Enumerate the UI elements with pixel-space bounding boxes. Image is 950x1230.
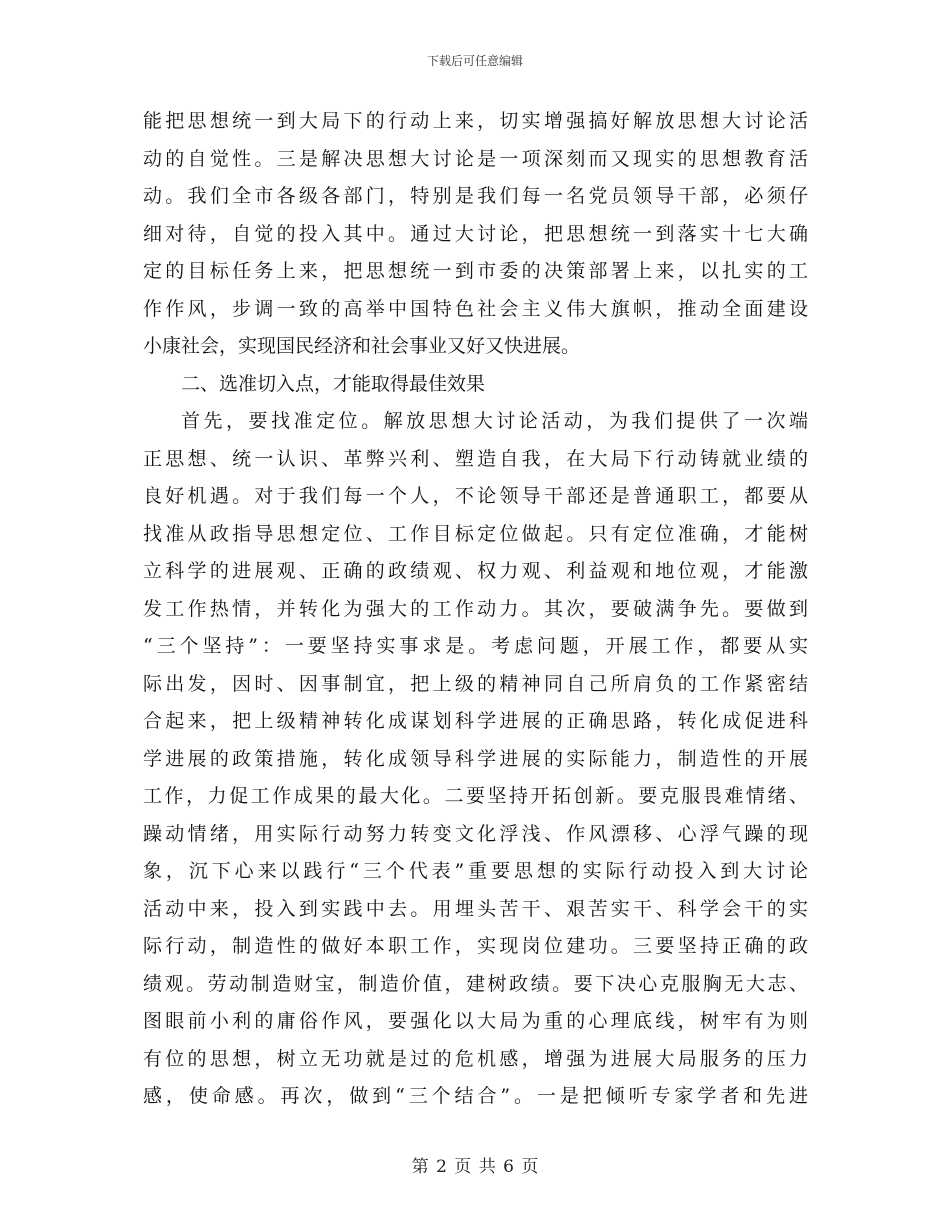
text-line: “三个坚持”：一要坚持实事求是。考虑问题，开展工作，都要从实: [143, 635, 808, 657]
text-line: 有位的思想，树立无功就是过的危机感，增强为进展大局服务的压力: [143, 1047, 808, 1070]
text-line: 际出发，因时、因事制宜，把上级的精神同自己所肩负的工作紧密结: [143, 672, 808, 695]
document-body: [143, 103, 808, 1116]
text-line: 绩观。劳动制造财宝，制造价值，建树政绩。要下决心克服胸无大志、: [143, 972, 808, 995]
text-line: 定的目标任务上来，把思想统一到市委的决策部署上来，以扎实的工: [143, 260, 808, 282]
text-line: 象，沉下心来以践行“三个代表”重要思想的实际行动投入到大讨论: [143, 860, 808, 882]
text-line: 能把思想统一到大局下的行动上来，切实增强搞好解放思想大讨论活: [143, 110, 808, 132]
text-line: 际行动，制造性的做好本职工作，实现岗位建功。三要坚持正确的政: [143, 935, 808, 957]
text-line: 作作风，步调一致的高举中国特色社会主义伟大旗帜，推动全面建设: [143, 297, 808, 320]
page-header: 下载后可任意编辑: [426, 54, 523, 68]
text-line: 工作，力促工作成果的最大化。二要坚持开拓创新。要克服畏难情绪、: [143, 785, 808, 807]
text-line: 合起来，把上级精神转化成谋划科学进展的正确思路，转化成促进科: [143, 710, 808, 732]
text-line: 正思想、统一认识、革弊兴利、塑造自我，在大局下行动铸就业绩的: [143, 447, 808, 470]
text-line: 躁动情绪，用实际行动努力转变文化浮浅、作风漂移、心浮气躁的现: [143, 822, 808, 845]
text-line: 良好机遇。对于我们每一个人，不论领导干部还是普通职工，都要从: [143, 485, 808, 507]
text-line: 动的自觉性。三是解决思想大讨论是一项深刻而又现实的思想教育活: [143, 147, 808, 170]
text-line: 学进展的政策措施，转化成领导科学进展的实际能力，制造性的开展: [143, 747, 808, 770]
text-line: 细对待，自觉的投入其中。通过大讨论，把思想统一到落实十七大确: [143, 222, 808, 245]
section-heading: 二、选准切入点，才能取得最佳效果: [181, 372, 486, 395]
text-line: 首先，要找准定位。解放思想大讨论活动，为我们提供了一次端: [181, 410, 808, 432]
text-line: 小康社会，实现国民经济和社会事业又好又快进展。: [143, 335, 581, 357]
text-line: 动。我们全市各级各部门，特别是我们每一名党员领导干部，必须仔: [143, 185, 808, 207]
text-line: 发工作热情，并转化为强大的工作动力。其次，要破满争先。要做到: [143, 597, 808, 620]
text-line: 活动中来，投入到实践中去。用埋头苦干、艰苦实干、科学会干的实: [143, 897, 808, 920]
page-footer: 第 2 页 共 6 页: [411, 1157, 539, 1177]
text-line: 感，使命感。再次，做到“三个结合”。一是把倾听专家学者和先进: [143, 1085, 808, 1107]
text-line: 图眼前小利的庸俗作风，要强化以大局为重的心理底线，树牢有为则: [143, 1010, 808, 1032]
text-line: 立科学的进展观、正确的政绩观、权力观、利益观和地位观，才能激: [143, 560, 808, 582]
text-line: 找准从政指导思想定位、工作目标定位做起。只有定位准确，才能树: [143, 522, 808, 545]
